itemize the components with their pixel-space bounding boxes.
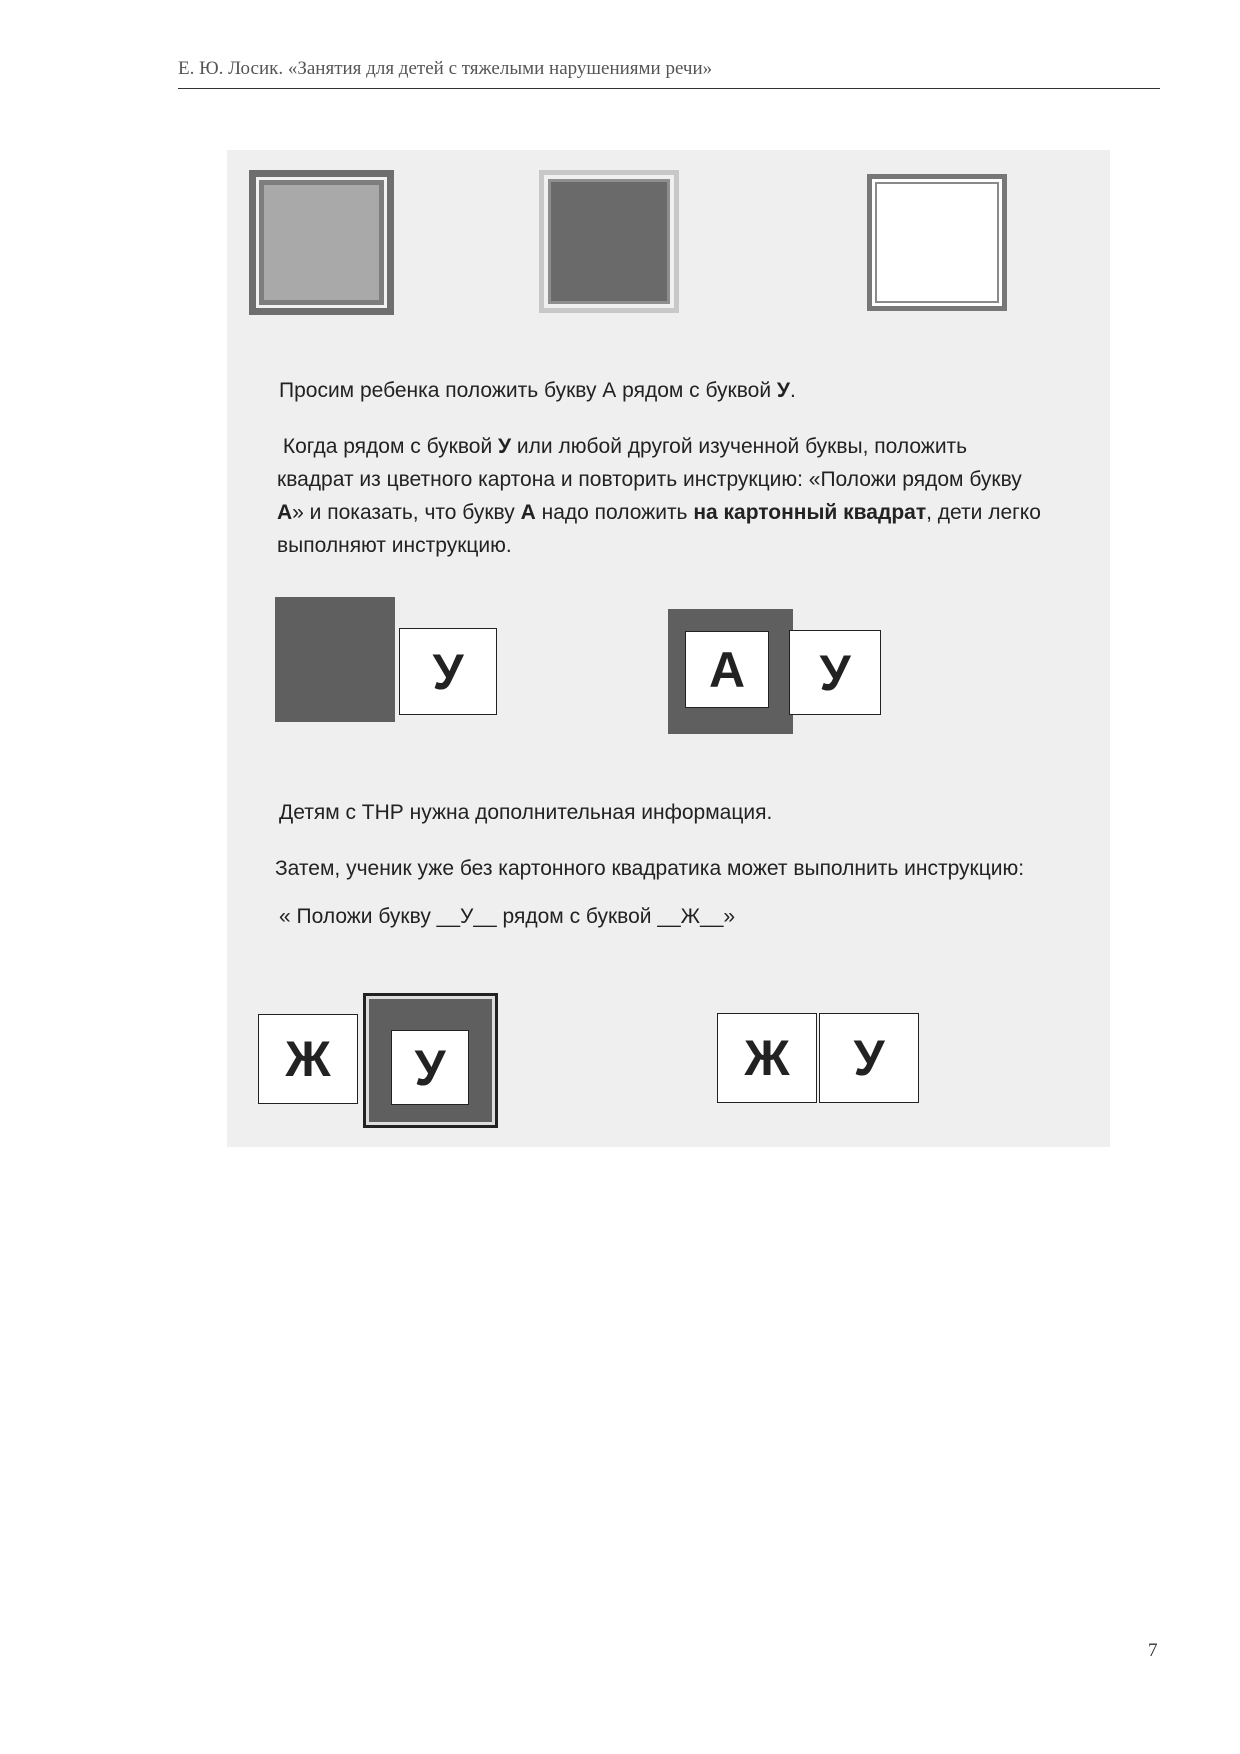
cardboard-square-with-letter: [668, 609, 793, 734]
letter-card-u: У: [399, 628, 497, 715]
instruction-example: « Положи букву __У__ рядом с буквой __Ж__»: [279, 905, 736, 928]
dark-framed-square: [539, 170, 679, 313]
instruction-paragraph-4: Затем, ученик уже без картонного квадратика может выполнить инструкцию:: [275, 857, 1025, 880]
letter-card-zh: Ж: [258, 1014, 358, 1104]
scanned-illustration: [227, 150, 1110, 1147]
running-header: Е. Ю. Лосик. «Занятия для детей с тяжелыми нарушениями речи»: [178, 58, 713, 79]
page-number: 7: [1148, 1640, 1158, 1661]
letter-card-a: А: [685, 631, 769, 708]
instruction-paragraph-2: Когда рядом с буквой У или любой другой изученной буквы, положить квадрат из цветного картона и повторить инструкцию: «Положи рядом букву А» и показать, что букву А надо положить на картонный квадрат, дети легко выполняют инструкцию.: [277, 435, 1041, 557]
letter-card-u: У: [391, 1030, 469, 1105]
letter-card-u: У: [819, 1013, 919, 1103]
instruction-paragraph-1: Просим ребенка положить букву А рядом с буквой У.: [279, 379, 796, 402]
header-rule: [178, 88, 1160, 89]
cardboard-square: [275, 597, 395, 722]
instruction-paragraph-3: Детям с ТНР нужна дополнительная информация.: [279, 801, 773, 824]
grey-framed-square: [249, 170, 394, 315]
cardboard-square-with-letter: [363, 993, 498, 1128]
letter-card-u: У: [789, 630, 881, 715]
letter-card-zh: Ж: [717, 1013, 817, 1103]
white-framed-square: [867, 174, 1007, 311]
